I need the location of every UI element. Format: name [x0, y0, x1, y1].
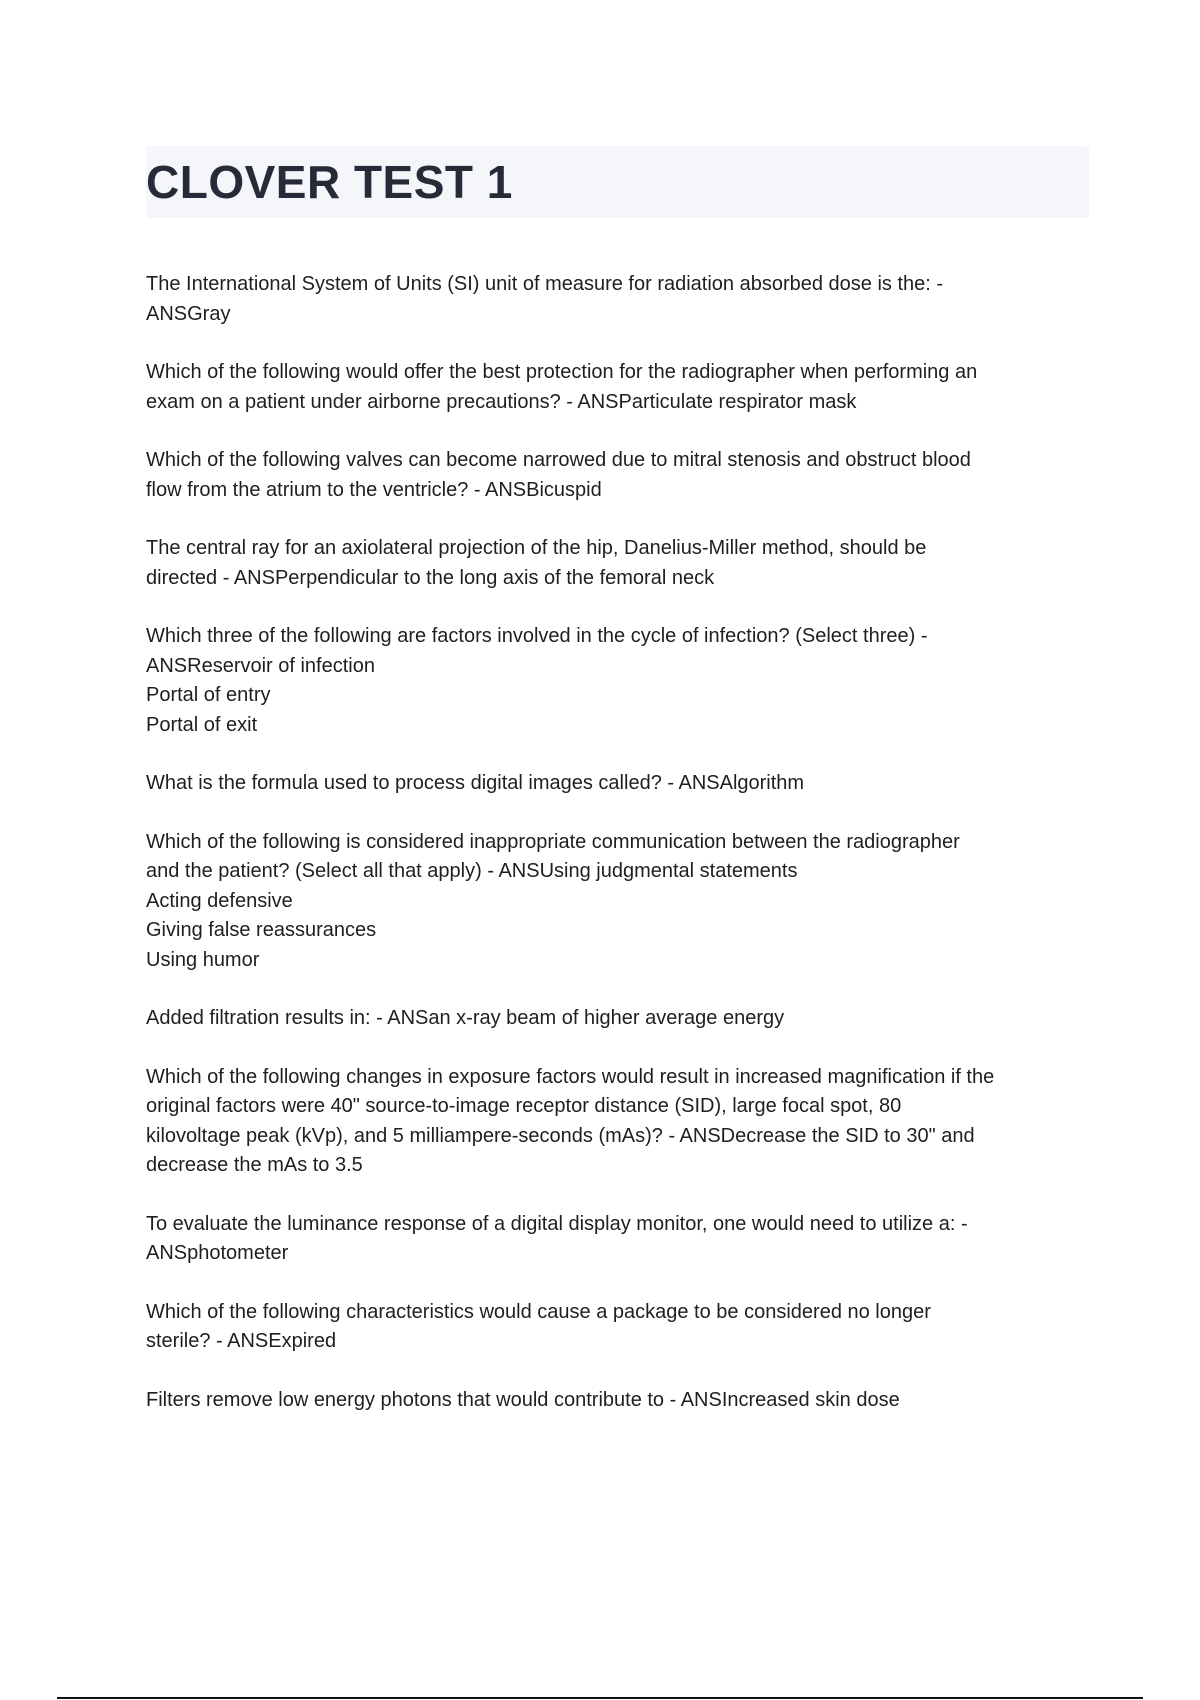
document-title: CLOVER TEST 1: [146, 156, 513, 208]
qa-line: The International System of Units (SI) unit of measure for radiation absorbed dose is the: -: [146, 273, 944, 295]
qa-item-6: [146, 769, 1096, 799]
qa-line: What is the formula used to process digital images called? - ANSAlgorithm: [146, 772, 805, 794]
qa-item-12: [146, 1386, 1096, 1416]
qa-item-3: [146, 446, 1096, 505]
qa-line: Giving false reassurances: [146, 919, 377, 941]
qa-line: Which of the following changes in exposure factors would result in increased magnification if the: [146, 1065, 995, 1088]
page-bottom-rule: [57, 1697, 1143, 1699]
qa-item-4: [146, 534, 1096, 593]
qa-line: exam on a patient under airborne precautions? - ANSParticulate respirator mask: [146, 390, 857, 413]
qa-item-10: [146, 1210, 1096, 1269]
qa-line: To evaluate the luminance response of a digital display monitor, one would need to utilize a: -: [146, 1212, 968, 1235]
qa-line: Acting defensive: [146, 889, 293, 912]
qa-item-8: [146, 1004, 1096, 1034]
qa-line: decrease the mAs to 3.5: [146, 1154, 363, 1176]
qa-line: Which three of the following are factors involved in the cycle of infection? (Select three) -: [146, 625, 928, 647]
qa-line: ANSphotometer: [146, 1242, 289, 1264]
qa-line: and the patient? (Select all that apply) - ANSUsing judgmental statements: [146, 860, 798, 882]
qa-line: Added filtration results in: - ANSan x-ray beam of higher average energy: [146, 1007, 785, 1029]
qa-item-9: [146, 1063, 1096, 1181]
question-list: [146, 270, 1096, 1444]
qa-line: Which of the following characteristics would cause a package to be considered no longer: [146, 1300, 931, 1323]
qa-item-2: [146, 358, 1096, 417]
qa-line: directed - ANSPerpendicular to the long axis of the femoral neck: [146, 566, 715, 589]
qa-item-11: [146, 1298, 1096, 1357]
qa-line: ANSReservoir of infection: [146, 654, 375, 677]
qa-line: Which of the following would offer the best protection for the radiographer when performing an: [146, 361, 978, 383]
qa-line: The central ray for an axiolateral projection of the hip, Danelius-Miller method, should be: [146, 537, 927, 559]
qa-line: ANSGray: [146, 302, 231, 325]
qa-line: flow from the atrium to the ventricle? - ANSBicuspid: [146, 478, 602, 501]
qa-line: Portal of exit: [146, 713, 258, 736]
qa-item-1: [146, 270, 1096, 329]
qa-line: kilovoltage peak (kVp), and 5 milliampere-seconds (mAs)? - ANSDecrease the SID to 30" and: [146, 1124, 975, 1147]
qa-item-5: [146, 622, 1096, 740]
qa-line: Which of the following valves can become narrowed due to mitral stenosis and obstruct blood: [146, 449, 971, 471]
qa-line: Using humor: [146, 948, 260, 971]
qa-line: sterile? - ANSExpired: [146, 1330, 337, 1352]
qa-line: Filters remove low energy photons that would contribute to - ANSIncreased skin dose: [146, 1388, 900, 1411]
qa-line: original factors were 40" source-to-image receptor distance (SID), large focal spot, 80: [146, 1095, 902, 1117]
qa-line: Which of the following is considered inappropriate communication between the radiographer: [146, 830, 960, 853]
qa-item-7: [146, 828, 1096, 976]
qa-line: Portal of entry: [146, 684, 271, 706]
